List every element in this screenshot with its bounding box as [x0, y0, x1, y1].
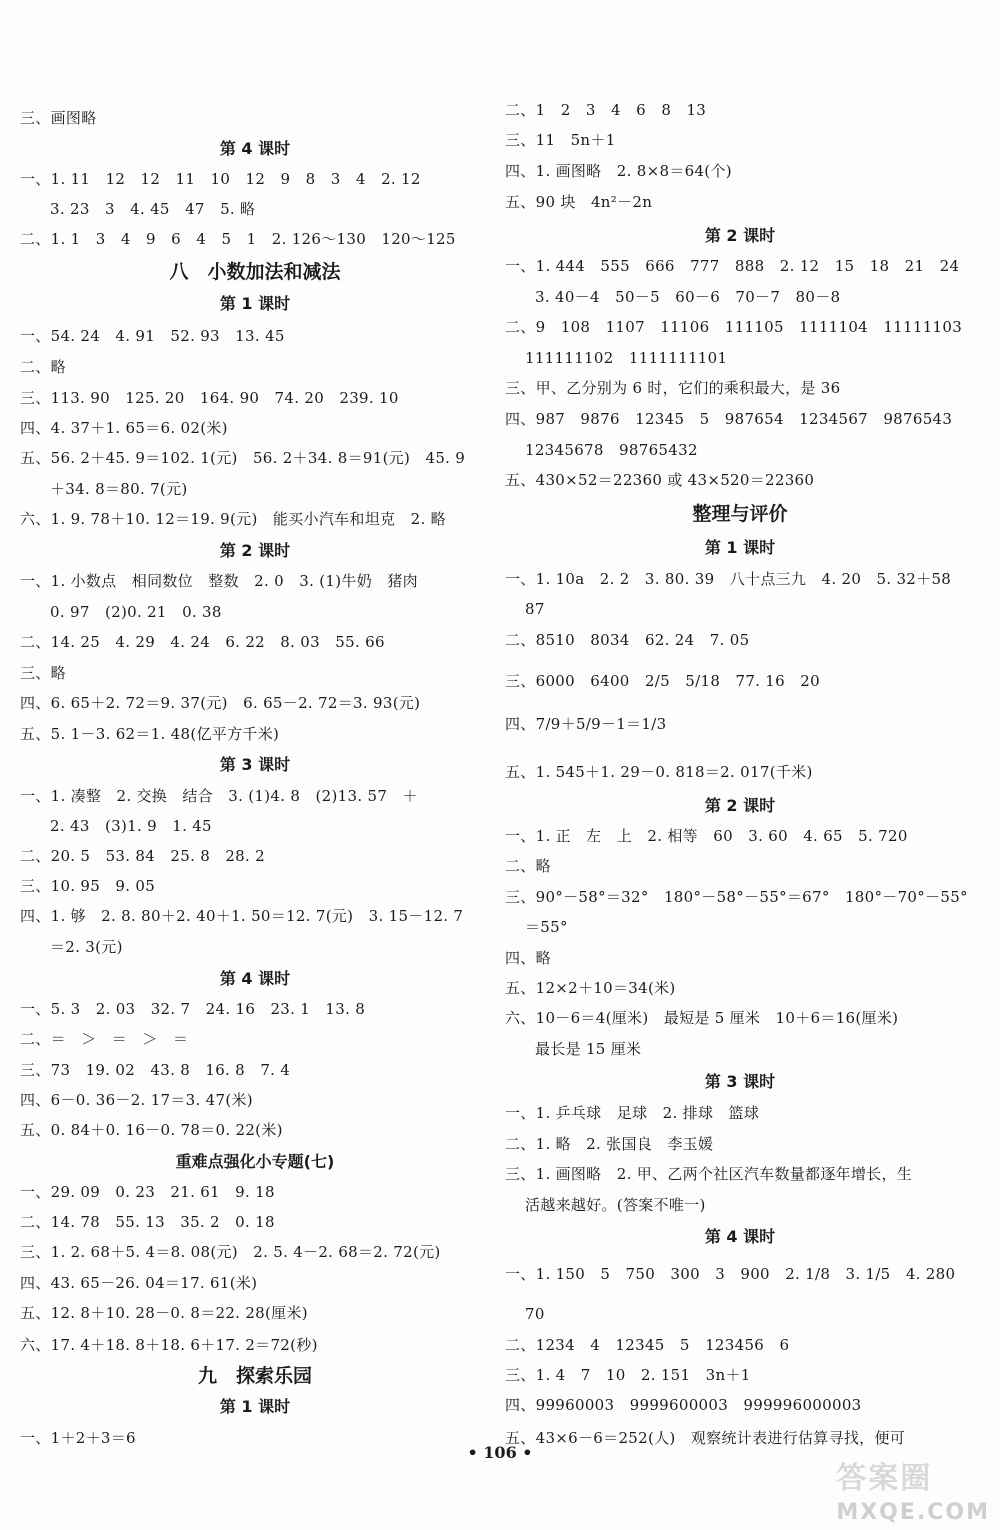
right-answer-line: 二、1 2 3 4 6 8 13: [505, 101, 707, 119]
left-answer-line: 二、20. 5 53. 84 25. 8 28. 2: [20, 847, 266, 865]
watermark-url: MXQE.COM: [836, 1500, 990, 1525]
left-answer-line: 六、17. 4＋18. 8＋18. 6＋17. 2＝72(秒): [20, 1336, 318, 1354]
right-answer-line: 3. 40－4 50－5 60－6 70－7 80－8: [535, 288, 841, 306]
right-answer-line: 二、1. 略 2. 张国良 李玉媛: [505, 1135, 714, 1153]
right-answer-line: 五、1. 545＋1. 29－0. 818＝2. 017(千米): [505, 763, 813, 781]
left-answer-line: 四、4. 37＋1. 65＝6. 02(米): [20, 419, 228, 437]
right-answer-line: 一、1. 150 5 750 300 3 900 2. 1/8 3. 1/5 4. 280: [505, 1265, 956, 1283]
left-heading: 第 3 课时: [219, 755, 291, 774]
right-answer-line: 二、略: [505, 857, 551, 875]
left-answer-line: 2. 43 (3)1. 9 1. 45: [50, 817, 212, 835]
left-answer-line: 一、5. 3 2. 03 32. 7 24. 16 23. 1 13. 8: [20, 1000, 366, 1018]
left-heading: 第 2 课时: [219, 541, 291, 560]
left-heading: 重难点强化小专题(七): [175, 1152, 335, 1171]
right-answer-line: ＝55°: [525, 918, 568, 936]
left-heading: 第 4 课时: [219, 969, 291, 988]
left-heading: 第 4 课时: [219, 139, 291, 158]
right-answer-line: 三、11 5n＋1: [505, 131, 616, 149]
left-answer-line: 一、54. 24 4. 91 52. 93 13. 45: [20, 327, 285, 345]
right-heading: 第 1 课时: [704, 538, 776, 557]
right-answer-line: 四、987 9876 12345 5 987654 1234567 9876543: [505, 410, 953, 428]
left-answer-line: 五、56. 2＋45. 9＝102. 1(元) 56. 2＋34. 8＝91(元) 45. 9: [20, 449, 466, 467]
left-answer-line: 四、6－0. 36－2. 17＝3. 47(米): [20, 1091, 253, 1109]
left-heading: 八 小数加法和减法: [169, 261, 341, 283]
left-answer-line: 三、1. 2. 68＋5. 4＝8. 08(元) 2. 5. 4－2. 68＝2. 72(元): [20, 1243, 441, 1261]
left-answer-line: 二、略: [20, 358, 66, 376]
watermark-text: 答案圈: [836, 1461, 933, 1496]
right-heading: 第 3 课时: [704, 1072, 776, 1091]
left-answer-line: 五、5. 1－3. 62＝1. 48(亿平方千米): [20, 725, 280, 743]
right-answer-line: 一、1. 10a 2. 2 3. 80. 39 八十点三九 4. 20 5. 32＋58: [505, 570, 952, 588]
right-answer-line: 一、1. 乒乓球 足球 2. 排球 篮球: [505, 1104, 760, 1122]
right-answer-line: 12345678 98765432: [525, 441, 698, 459]
left-answer-line: 一、1. 11 12 12 11 10 12 9 8 3 4 2. 12: [20, 170, 421, 188]
left-answer-line: ＋34. 8＝80. 7(元): [50, 480, 188, 498]
left-answer-line: 二、14. 25 4. 29 4. 24 6. 22 8. 03 55. 66: [20, 633, 385, 651]
left-answer-line: 二、＝ ＞ ＝ ＞ ＝: [20, 1030, 189, 1048]
right-answer-line: 三、6000 6400 2/5 5/18 77. 16 20: [505, 672, 820, 690]
right-answer-line: 一、1. 444 555 666 777 888 2. 12 15 18 21 24: [505, 257, 960, 275]
right-answer-line: 三、90°－58°＝32° 180°－58°－55°＝67° 180°－70°－55°: [505, 888, 968, 906]
left-answer-line: 三、10. 95 9. 05: [20, 877, 156, 895]
left-answer-line: 四、1. 够 2. 8. 80＋2. 40＋1. 50＝12. 7(元) 3. 15－12. 7: [20, 907, 464, 925]
right-answer-line: 五、43×6－6＝252(人) 观察统计表进行估算寻找，便可: [505, 1429, 906, 1447]
page-number: • 106 •: [467, 1443, 533, 1462]
right-heading: 第 4 课时: [704, 1227, 776, 1246]
right-answer-line: 一、1. 正 左 上 2. 相等 60 3. 60 4. 65 5. 720: [505, 827, 908, 845]
right-answer-line: 二、8510 8034 62. 24 7. 05: [505, 631, 750, 649]
right-answer-line: 六、10－6＝4(厘米) 最短是 5 厘米 10＋6＝16(厘米): [505, 1009, 899, 1027]
right-answer-line: 70: [525, 1305, 545, 1323]
left-answer-line: 五、0. 84＋0. 16－0. 78＝0. 22(米): [20, 1121, 283, 1139]
left-answer-line: 三、画图略: [20, 109, 97, 127]
right-answer-line: 四、略: [505, 949, 551, 967]
right-answer-line: 87: [525, 600, 545, 618]
left-answer-line: 二、14. 78 55. 13 35. 2 0. 18: [20, 1213, 275, 1231]
right-heading: 整理与评价: [692, 503, 788, 525]
left-answer-line: 六、1. 9. 78＋10. 12＝19. 9(元) 能买小汽车和坦克 2. 略: [20, 510, 446, 528]
left-answer-line: 二、1. 1 3 4 9 6 4 5 1 2. 126～130 120～125: [20, 230, 456, 248]
left-answer-line: 三、略: [20, 664, 66, 682]
right-answer-line: 三、甲、乙分别为 6 时，它们的乘积最大，是 36: [505, 379, 841, 397]
right-answer-line: 四、1. 画图略 2. 8×8＝64(个): [505, 162, 732, 180]
right-answer-line: 四、99960003 9999600003 999996000003: [505, 1396, 862, 1414]
right-answer-line: 二、1234 4 12345 5 123456 6: [505, 1336, 790, 1354]
right-answer-line: 二、9 108 1107 11106 111105 1111104 11111103: [505, 318, 963, 336]
left-answer-line: 五、12. 8＋10. 28－0. 8＝22. 28(厘米): [20, 1304, 308, 1322]
right-answer-line: 活越来越好。(答案不唯一): [525, 1196, 706, 1214]
left-heading: 第 1 课时: [219, 1397, 291, 1416]
left-answer-line: 0. 97 (2)0. 21 0. 38: [50, 603, 222, 621]
right-answer-line: 五、430×52＝22360 或 43×520＝22360: [505, 471, 815, 489]
right-answer-line: 最长是 15 厘米: [535, 1040, 642, 1058]
left-answer-line: 3. 23 3 4. 45 47 5. 略: [50, 200, 256, 218]
right-answer-line: 三、1. 画图略 2. 甲、乙两个社区汽车数量都逐年增长，生: [505, 1165, 913, 1183]
right-answer-line: 五、90 块 4n²－2n: [505, 193, 653, 211]
right-answer-line: 五、12×2＋10＝34(米): [505, 979, 676, 997]
left-answer-line: 一、1. 凑整 2. 交换 结合 3. (1)4. 8 (2)13. 57 ＋: [20, 787, 418, 805]
left-answer-line: 一、1＋2＋3＝6: [20, 1429, 136, 1447]
right-heading: 第 2 课时: [704, 226, 776, 245]
right-heading: 第 2 课时: [704, 796, 776, 815]
left-answer-line: 三、73 19. 02 43. 8 16. 8 7. 4: [20, 1061, 291, 1079]
left-answer-line: 四、6. 65＋2. 72＝9. 37(元) 6. 65－2. 72＝3. 93(元): [20, 694, 421, 712]
watermark-logo: [836, 1462, 990, 1530]
left-answer-line: ＝2. 3(元): [50, 938, 123, 956]
left-answer-line: 三、113. 90 125. 20 164. 90 74. 20 239. 10: [20, 389, 399, 407]
left-heading: 九 探索乐园: [197, 1365, 312, 1387]
right-answer-line: 三、1. 4 7 10 2. 151 3n＋1: [505, 1366, 751, 1384]
right-answer-line: 111111102 1111111101: [525, 349, 728, 367]
left-heading: 第 1 课时: [219, 294, 291, 313]
left-answer-line: 四、43. 65－26. 04＝17. 61(米): [20, 1274, 258, 1292]
left-answer-line: 一、1. 小数点 相同数位 整数 2. 0 3. (1)牛奶 猪肉: [20, 572, 418, 590]
right-answer-line: 四、7/9＋5/9－1＝1/3: [505, 715, 667, 733]
left-answer-line: 一、29. 09 0. 23 21. 61 9. 18: [20, 1183, 275, 1201]
